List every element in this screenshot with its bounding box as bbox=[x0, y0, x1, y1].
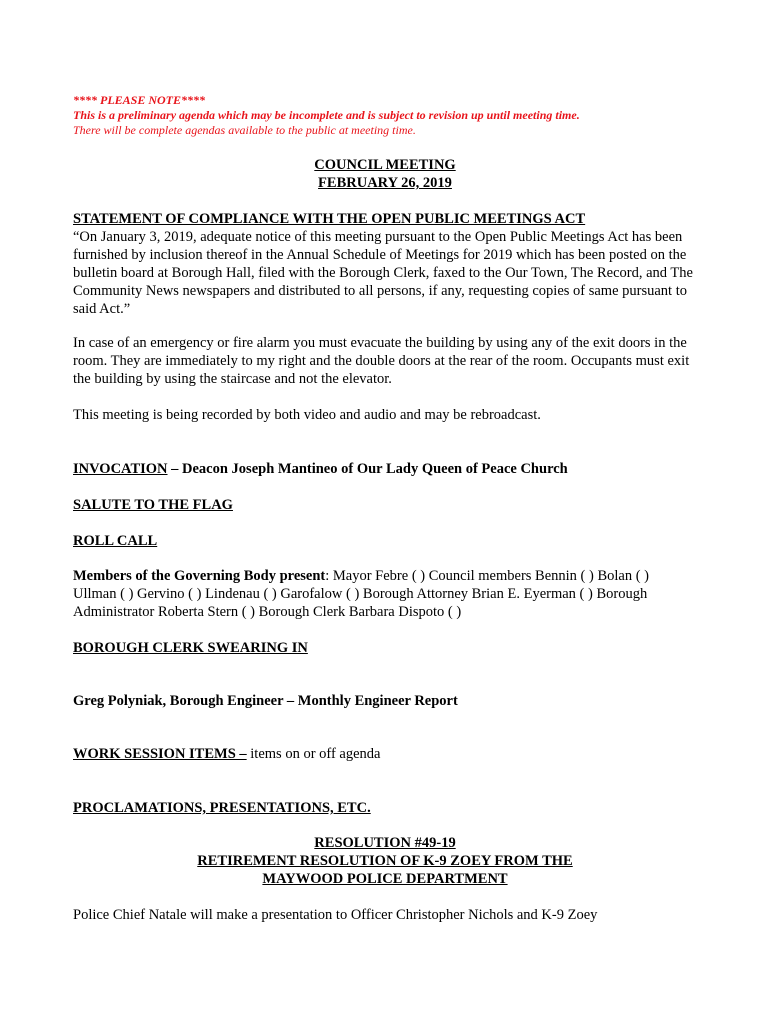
members-text: : Mayor Febre ( ) Council members Bennin ( ) Bolan ( ) Ullman ( ) Gervino ( ) Lindenau ( ) Garofalow ( ) Borough Attorney Brian E. Eyerman ( ) Borough Administrator Roberta Stern ( ) Borough Clerk Barbara Dispoto ( ) bbox=[73, 568, 650, 620]
emergency-text: In case of an emergency or fire alarm you must evacuate the building by using any of the exit doors in the room. They are immediately to my right and the double doors at the rear of the room. Occupants must exit the building by using the staircase and not the elevator. bbox=[73, 335, 690, 387]
members-present bbox=[73, 567, 693, 621]
engineer-report: Greg Polyniak, Borough Engineer – Monthly Engineer Report bbox=[73, 693, 458, 709]
note-line-2: There will be complete agendas available to the public at meeting time. bbox=[73, 123, 416, 137]
preliminary-note bbox=[73, 93, 713, 138]
work-session-line bbox=[73, 745, 693, 763]
resolution-title-1: RETIREMENT RESOLUTION OF K-9 ZOEY FROM THE bbox=[197, 853, 573, 869]
note-title: **** PLEASE NOTE**** bbox=[73, 93, 206, 107]
proclamations-heading: PROCLAMATIONS, PRESENTATIONS, ETC. bbox=[73, 800, 371, 816]
compliance-text: “On January 3, 2019, adequate notice of this meeting pursuant to the Open Public Meetings Act has been furnished by inclusion thereof in the Annual Schedule of Meetings for 2019 which has been posted on the bulletin board at Borough Hall, filed with the Borough Clerk, faxed to the Our Town, The Record, and The Community News newspapers and distributed to all persons, if any, requesting copies of same pursuant to said Act.” bbox=[73, 229, 693, 317]
meeting-date: FEBRUARY 26, 2019 bbox=[318, 175, 452, 191]
roll-call-heading: ROLL CALL bbox=[73, 533, 158, 549]
resolution-title-2: MAYWOOD POLICE DEPARTMENT bbox=[262, 871, 508, 887]
note-line-1: This is a preliminary agenda which may be incomplete and is subject to revision up until meeting time. bbox=[73, 108, 580, 122]
compliance-heading: STATEMENT OF COMPLIANCE WITH THE OPEN PUBLIC MEETINGS ACT bbox=[73, 211, 586, 227]
invocation-line bbox=[73, 460, 693, 478]
invocation-text: – Deacon Joseph Mantineo of Our Lady Queen of Peace Church bbox=[167, 461, 568, 477]
compliance-section bbox=[73, 210, 693, 318]
invocation-label: INVOCATION bbox=[73, 461, 168, 477]
swearing-heading: BOROUGH CLERK SWEARING IN bbox=[73, 640, 308, 656]
salute-heading: SALUTE TO THE FLAG bbox=[73, 497, 233, 513]
resolution-number: RESOLUTION #49-19 bbox=[314, 835, 456, 851]
recording-text: This meeting is being recorded by both video and audio and may be rebroadcast. bbox=[73, 407, 541, 423]
meeting-title: COUNCIL MEETING bbox=[314, 157, 456, 173]
work-session-label: WORK SESSION ITEMS – bbox=[73, 746, 247, 762]
presentation-text: Police Chief Natale will make a presentation to Officer Christopher Nichols and K-9 Zoey bbox=[73, 907, 598, 923]
members-label: Members of the Governing Body present bbox=[73, 568, 326, 584]
work-session-text: items on or off agenda bbox=[246, 746, 381, 762]
